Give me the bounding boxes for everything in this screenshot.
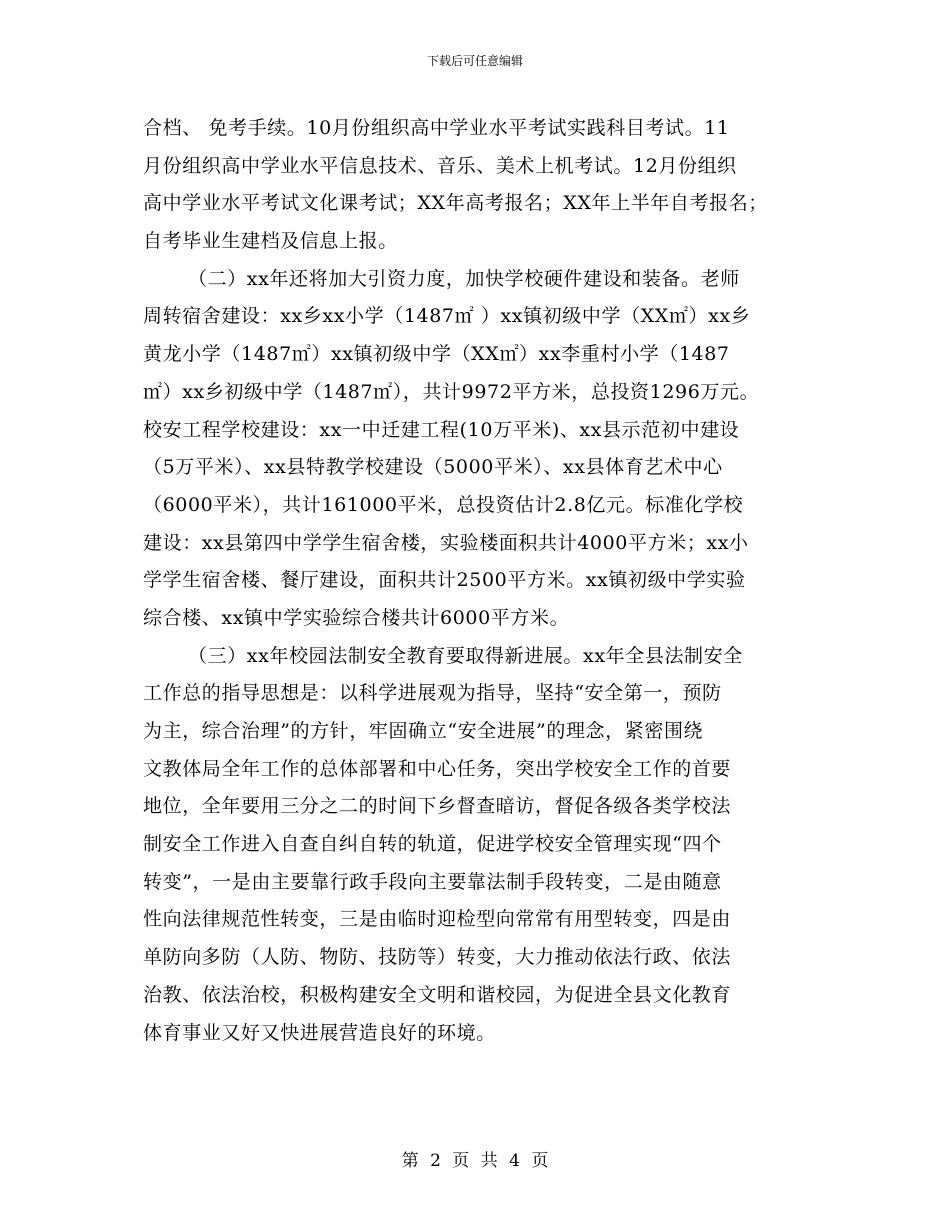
text-line: 黄龙小学（1487㎡）xx镇初级中学（XX㎡）xx李重村小学（1487	[143, 343, 730, 366]
text-line: 单防向多防（人防、物防、技防等）转变，大力推动依法行政、依法	[143, 946, 732, 969]
text-line: 转变”，一是由主要靠行政手段向主要靠法制手段转变，二是由随意	[143, 870, 722, 893]
text-line: 体育事业又好又快进展营造良好的环境。	[143, 1021, 496, 1044]
text-line: 地位，全年要用三分之二的时间下乡督查暗访，督促各级各类学校法	[143, 795, 732, 818]
text-line: 自考毕业生建档及信息上报。	[143, 230, 398, 253]
text-line: 文教体局全年工作的总体部署和中心任务，突出学校安全工作的首要	[143, 757, 732, 780]
text-line: 合档、 免考手续。10月份组织高中学业水平考试实践科目考试。11	[143, 117, 730, 139]
text-line: 治教、依法治校，积极构建安全文明和谐校园，为促进全县文化教育	[143, 983, 732, 1006]
text-line: ㎡）xx乡初级中学（1487㎡），共计9972平方米，总投资1296万元。	[143, 380, 760, 403]
text-line: 工作总的指导思想是：以科学进展观为指导，坚持“安全第一，预防	[143, 682, 722, 705]
text-line: 建设：xx县第四中学学生宿舍楼，实验楼面积共计4000平方米；xx小	[143, 531, 749, 554]
body-text	[143, 110, 815, 1052]
page-header: 下载后可任意编辑	[426, 54, 523, 68]
text-line: 综合楼、xx镇中学实验综合楼共计6000平方米。	[143, 606, 570, 629]
text-line: （6000平米），共计161000平米，总投资估计2.8亿元。标准化学校	[143, 493, 744, 516]
text-line: 高中学业水平考试文化课考试；XX年高考报名；XX年上半年自考报名；	[143, 192, 768, 215]
paragraph-start-line: （三）xx年校园法制安全教育要取得新进展。xx年全县法制安全	[188, 644, 743, 667]
text-line: 月份组织高中学业水平信息技术、音乐、美术上机考试。12月份组织	[143, 154, 737, 177]
paragraph-start-line: （二）xx年还将加大引资力度，加快学校硬件建设和装备。老师	[188, 267, 740, 290]
text-line: 为主，综合治理”的方针，牢固确立“安全进展”的理念，紧密围绕	[143, 720, 704, 742]
text-line: 性向法律规范性转变，三是由临时迎检型向常常有用型转变，四是由	[143, 908, 732, 931]
page-number-footer: 第 2 页 共 4 页	[401, 1151, 549, 1171]
text-line: （5万平米）、xx县特教学校建设（5000平米）、xx县体育艺术中心	[143, 456, 723, 479]
text-line: 制安全工作进入自查自纠自转的轨道，促进学校安全管理实现“四个	[143, 833, 722, 856]
text-line: 校安工程学校建设：xx一中迁建工程(10万平米)、xx县示范初中建设	[143, 418, 740, 441]
text-line: 学学生宿舍楼、餐厅建设，面积共计2500平方米。xx镇初级中学实验	[143, 569, 746, 592]
text-line: 周转宿舍建设：xx乡xx小学（1487㎡ ）xx镇初级中学（XX㎡）xx乡	[143, 305, 751, 328]
